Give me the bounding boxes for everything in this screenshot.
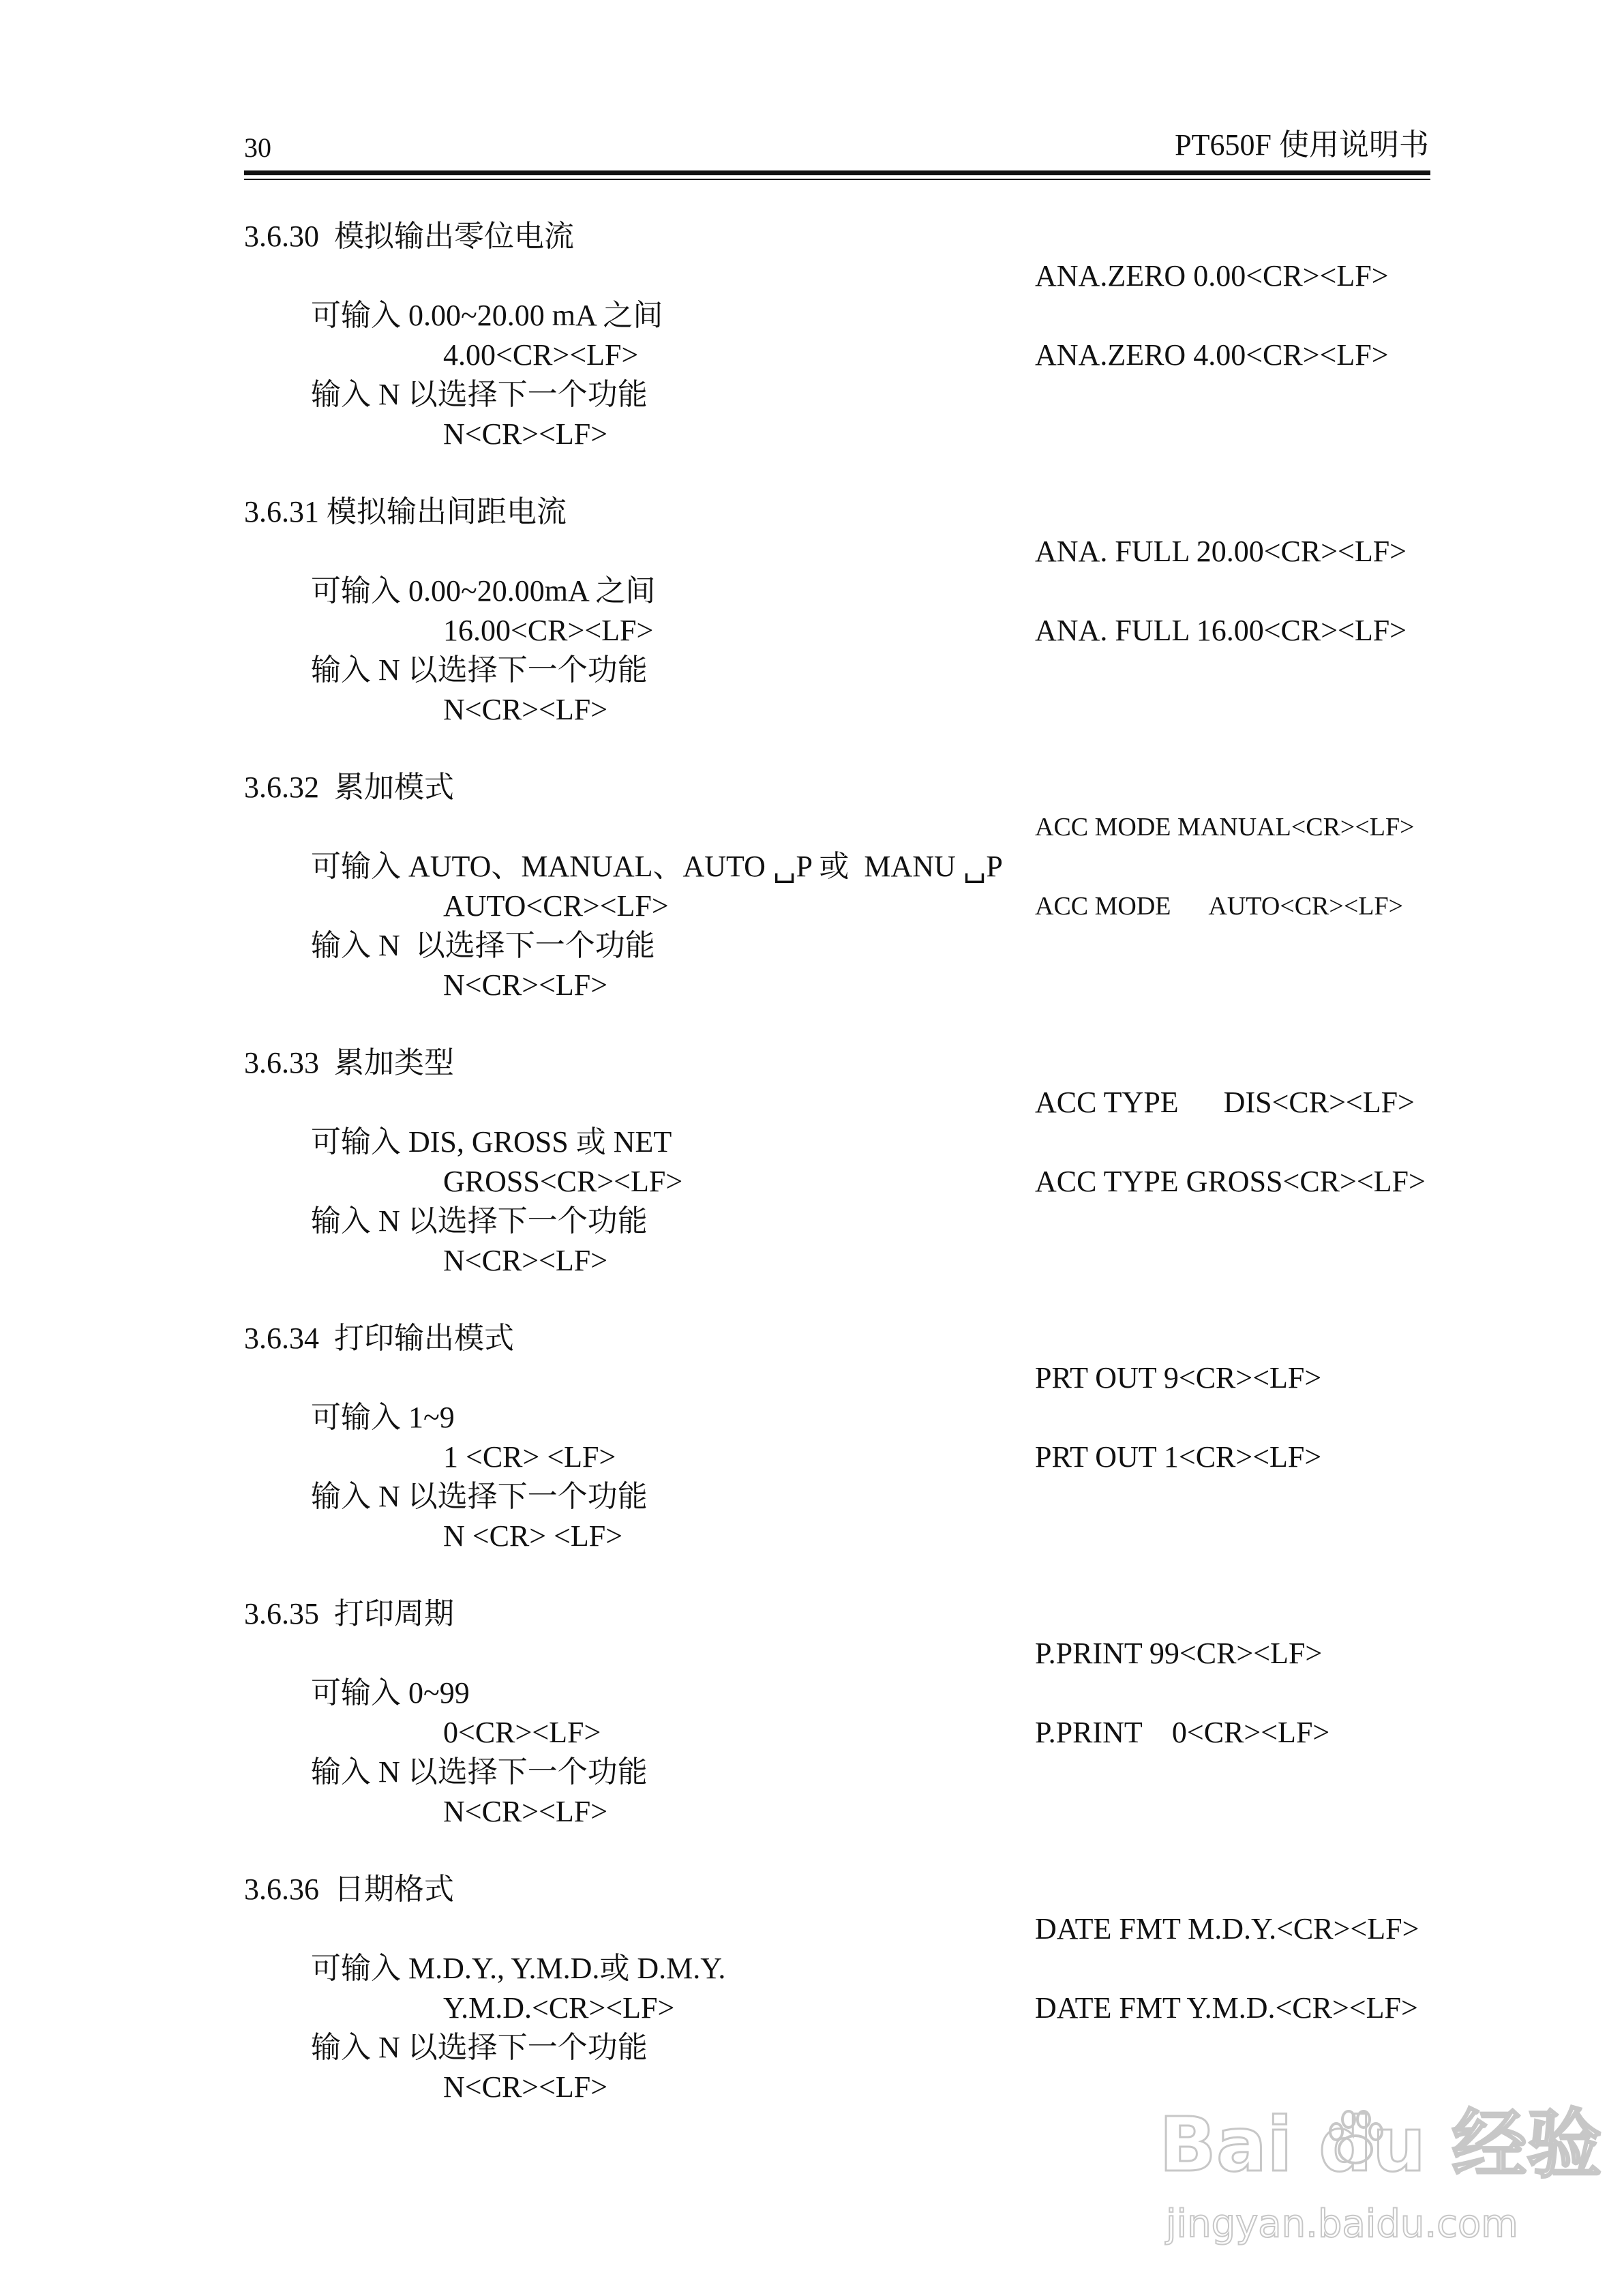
watermark-url: jingyan.baidu.com <box>1166 2202 1518 2246</box>
section-heading: 3.6.30 模拟输出零位电流 <box>244 220 574 253</box>
default-response: ACC TYPE DIS<CR><LF> <box>1035 1086 1415 1119</box>
response-after-input: PRT OUT 1<CR><LF> <box>1035 1440 1322 1474</box>
default-response: ACC MODE MANUAL<CR><LF> <box>1035 813 1415 841</box>
section-heading: 3.6.36 日期格式 <box>244 1873 454 1906</box>
section-heading: 3.6.34 打印输出模式 <box>244 1322 514 1355</box>
next-function-hint: 输入 N 以选择下一个功能 <box>311 653 648 687</box>
example-input: Y.M.D.<CR><LF> <box>443 1991 675 2025</box>
default-response: ANA.ZERO 0.00<CR><LF> <box>1035 259 1389 293</box>
next-function-input: N<CR><LF> <box>443 693 608 726</box>
response-after-input: ANA.ZERO 4.00<CR><LF> <box>1035 338 1389 372</box>
document-title: PT650F 使用说明书 <box>1175 128 1429 162</box>
response-after-input: ACC TYPE GROSS<CR><LF> <box>1035 1165 1426 1198</box>
default-response: DATE FMT M.D.Y.<CR><LF> <box>1035 1912 1419 1945</box>
example-input: 16.00<CR><LF> <box>443 614 654 647</box>
next-function-hint: 输入 N 以选择下一个功能 <box>311 1755 648 1789</box>
input-range: 可输入 1~9 <box>311 1401 455 1434</box>
input-range: 可输入 DIS, GROSS 或 NET <box>311 1125 672 1159</box>
section-3-6-32 <box>0 768 1624 1002</box>
next-function-input: N<CR><LF> <box>443 1244 608 1277</box>
response-after-input: ACC MODE AUTO<CR><LF> <box>1035 892 1404 921</box>
section-heading: 3.6.32 累加模式 <box>244 771 454 804</box>
input-range: 可输入 0.00~20.00mA 之间 <box>311 574 656 608</box>
example-input: GROSS<CR><LF> <box>443 1165 683 1198</box>
default-response: P.PRINT 99<CR><LF> <box>1035 1637 1323 1670</box>
next-function-input: N <CR> <LF> <box>443 1519 623 1553</box>
next-function-hint: 输入 N 以选择下一个功能 <box>311 929 655 962</box>
input-range: 可输入 M.D.Y., Y.M.D.或 D.M.Y. <box>311 1952 726 1985</box>
paw-icon <box>1321 2104 1389 2173</box>
response-after-input: ANA. FULL 16.00<CR><LF> <box>1035 614 1407 647</box>
section-3-6-36 <box>0 1870 1624 2104</box>
section-3-6-33 <box>0 1043 1624 1277</box>
example-input: AUTO<CR><LF> <box>443 889 669 923</box>
section-heading: 3.6.35 打印周期 <box>244 1597 454 1630</box>
input-range: 可输入 0.00~20.00 mA 之间 <box>311 299 663 332</box>
next-function-input: N<CR><LF> <box>443 417 608 451</box>
section-heading: 3.6.31 模拟输出间距电流 <box>244 495 567 528</box>
next-function-hint: 输入 N 以选择下一个功能 <box>311 1480 648 1513</box>
page-number: 30 <box>244 132 271 163</box>
section-3-6-31 <box>0 492 1624 726</box>
default-response: PRT OUT 9<CR><LF> <box>1035 1361 1322 1395</box>
watermark-logo-text: Bai du 经验 <box>1159 2101 1602 2188</box>
section-heading: 3.6.33 累加类型 <box>244 1046 454 1079</box>
next-function-hint: 输入 N 以选择下一个功能 <box>311 378 648 411</box>
default-response: ANA. FULL 20.00<CR><LF> <box>1035 535 1407 568</box>
response-after-input: DATE FMT Y.M.D.<CR><LF> <box>1035 1991 1418 2025</box>
example-input: 0<CR><LF> <box>443 1716 601 1749</box>
next-function-hint: 输入 N 以选择下一个功能 <box>311 1204 648 1238</box>
section-3-6-35 <box>0 1594 1624 1828</box>
next-function-input: N<CR><LF> <box>443 1795 608 1828</box>
section-3-6-30 <box>0 217 1624 451</box>
next-function-input: N<CR><LF> <box>443 2070 608 2104</box>
next-function-hint: 输入 N 以选择下一个功能 <box>311 2031 648 2064</box>
example-input: 1 <CR> <LF> <box>443 1440 616 1474</box>
baidu-jingyan-watermark <box>1159 2100 1602 2257</box>
next-function-input: N<CR><LF> <box>443 968 608 1002</box>
input-range: 可输入 AUTO、MANUAL、AUTO ␣P 或 MANU ␣P <box>311 850 1003 883</box>
input-range: 可输入 0~99 <box>311 1676 470 1710</box>
response-after-input: P.PRINT 0<CR><LF> <box>1035 1716 1330 1749</box>
example-input: 4.00<CR><LF> <box>443 338 639 372</box>
section-3-6-34 <box>0 1319 1624 1553</box>
